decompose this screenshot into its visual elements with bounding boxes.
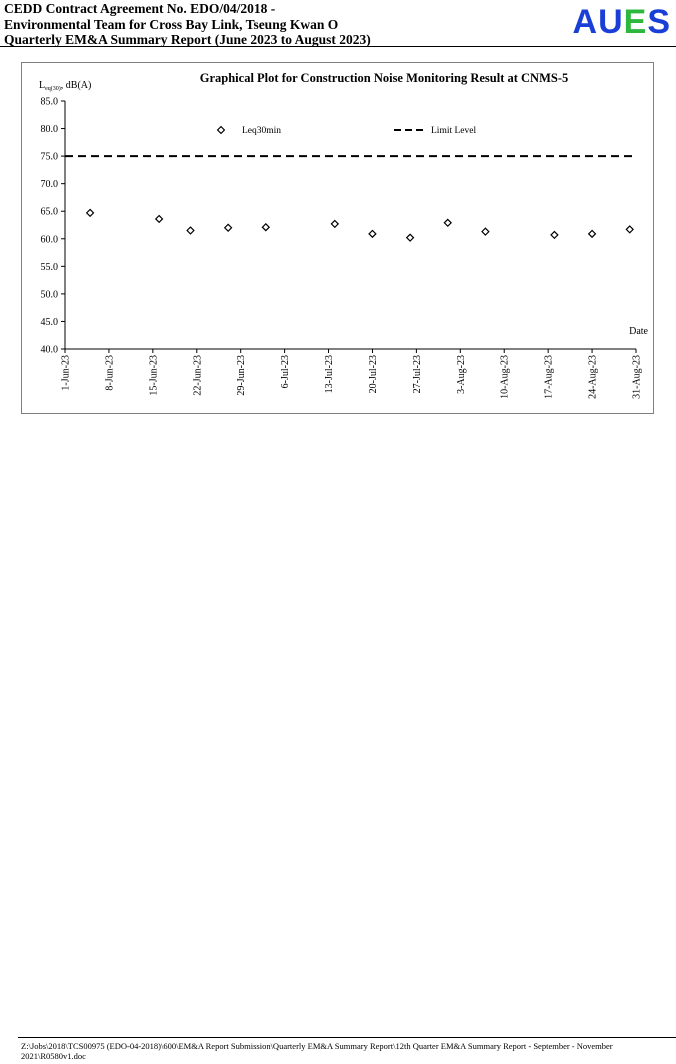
legend-series-label: Leq30min (242, 126, 282, 136)
header-title-block (4, 1, 371, 48)
data-point (369, 230, 376, 237)
noise-chart (21, 62, 654, 414)
y-tick-label: 45.0 (40, 316, 58, 328)
x-tick-label: 29-Jun-23 (236, 355, 248, 396)
data-point (87, 209, 94, 216)
x-tick-label: 6-Jul-23 (280, 355, 292, 389)
data-point (407, 234, 414, 241)
y-tick-label: 75.0 (40, 151, 58, 163)
y-tick-label: 70.0 (40, 179, 58, 191)
report-title: Quarterly EM&A Summary Report (June 2023 to August 2023) (4, 32, 371, 47)
y-tick-label: 80.0 (40, 124, 58, 136)
data-point (626, 226, 633, 233)
x-tick-label: 22-Jun-23 (192, 355, 204, 396)
data-point (156, 216, 163, 223)
x-tick-label: 24-Aug-23 (587, 355, 599, 399)
data-point (187, 227, 194, 234)
legend (218, 126, 477, 136)
y-axis-label (39, 80, 91, 92)
data-point (225, 224, 232, 231)
aues-logo (573, 2, 672, 42)
x-tick-label: 15-Jun-23 (148, 355, 160, 396)
data-point (262, 224, 269, 231)
footer-file-path: Z:\Jobs\2018\TCS00975 (EDO-04-2018)\600\EM&A Report Submission\Quarterly EM&A Summary Report\12th Quarter EM&A Summary Report - September - November 2021\R0580v1.doc (21, 1041, 613, 1061)
x-axis-label: Date (629, 326, 648, 337)
y-tick-label: 40.0 (40, 344, 58, 356)
y-axis-label-unit: , dB(A) (60, 80, 92, 91)
y-tick-label: 85.0 (40, 96, 58, 108)
data-point (482, 228, 489, 235)
data-point (551, 232, 558, 239)
contract-title: CEDD Contract Agreement No. EDO/04/2018 - (4, 1, 276, 16)
logo-letter: S (647, 3, 671, 41)
data-point (589, 230, 596, 237)
logo-letter: E (623, 3, 648, 41)
axes (41, 97, 643, 399)
y-axis-label-main: L (39, 80, 46, 91)
footer-divider (18, 1037, 676, 1038)
x-tick-label: 10-Aug-23 (499, 355, 511, 399)
logo-letter: U (598, 3, 624, 41)
legend-limit-label: Limit Level (431, 126, 477, 136)
x-tick-label: 20-Jul-23 (367, 355, 379, 394)
legend-diamond-icon (218, 127, 225, 134)
x-tick-label: 8-Jun-23 (104, 355, 116, 391)
logo-letter: A (572, 3, 599, 41)
y-axis-label-sub: eq(30) (45, 86, 61, 92)
points-layer (87, 209, 633, 241)
x-tick-label: 13-Jul-23 (324, 355, 336, 394)
chart-title: Graphical Plot for Construction Noise Monitoring Result at CNMS-5 (199, 71, 569, 85)
legend-diamond-marker (218, 127, 225, 134)
y-tick-label: 65.0 (40, 206, 58, 218)
report-header (0, 0, 676, 48)
y-tick-label: 50.0 (40, 289, 58, 301)
y-tick-label: 60.0 (40, 234, 58, 246)
x-tick-label: 1-Jun-23 (60, 355, 72, 391)
header-divider (0, 46, 676, 47)
data-point (444, 219, 451, 226)
data-point (331, 220, 338, 227)
x-tick-label: 3-Aug-23 (455, 355, 467, 394)
team-title: Environmental Team for Cross Bay Link, Tseung Kwan O (4, 16, 339, 32)
x-tick-label: 31-Aug-23 (631, 355, 643, 399)
y-tick-label: 55.0 (40, 261, 58, 273)
x-tick-label: 17-Aug-23 (543, 355, 555, 399)
x-tick-label: 27-Jul-23 (411, 355, 423, 394)
